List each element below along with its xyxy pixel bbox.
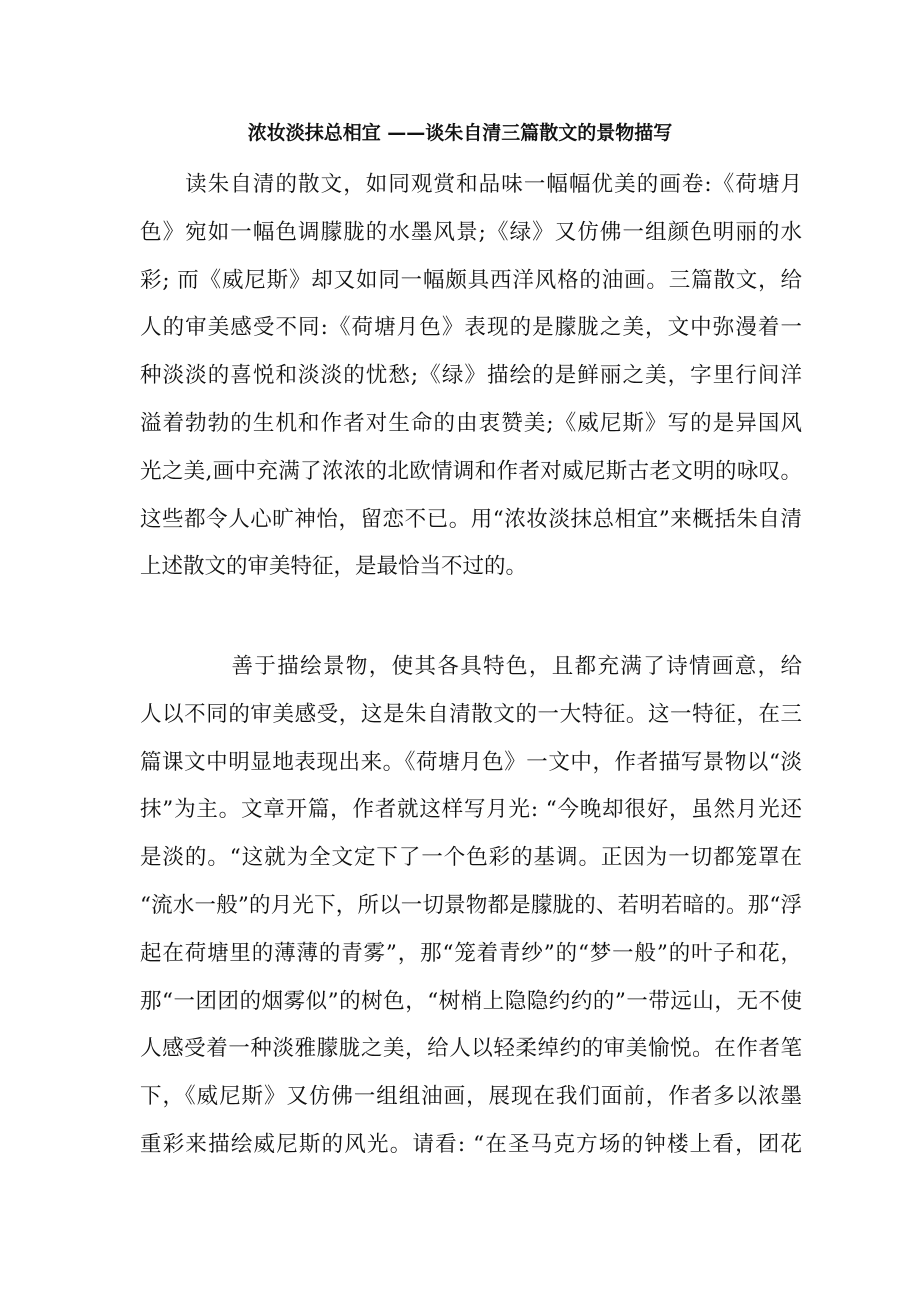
indent <box>140 654 232 679</box>
line-text: 读朱自清的散文，如同观赏和品味一幅幅优美的画卷:《荷塘月 <box>185 172 802 197</box>
paragraph-line: 重彩来描绘威尼斯的风光。请看: “在圣马克方场的钟楼上看，团花 <box>140 1131 802 1157</box>
paragraph-2 <box>140 652 802 1178</box>
paragraph-line: 溢着勃勃的生机和作者对生命的由衷赞美;《威尼斯》写的是异国风 <box>140 410 802 436</box>
indent <box>140 172 185 197</box>
paragraph-line: 人以不同的审美感受，这是朱自清散文的一大特征。这一特征，在三 <box>140 701 802 727</box>
paragraph-line: 彩; 而《威尼斯》却又如同一幅颇具西洋风格的油画。三篇散文，给 <box>140 267 802 293</box>
paragraph-line: 人感受着一种淡雅朦胧之美，给人以轻柔绰约的审美愉悦。在作者笔 <box>140 1036 802 1062</box>
line-text: 善于描绘景物，使其各具特色，且都充满了诗情画意，给 <box>231 654 802 679</box>
paragraph-line: 上述散文的审美特征，是最恰当不过的。 <box>140 554 528 580</box>
paragraph-line: 光之美,画中充满了浓浓的北欧情调和作者对威尼斯古老文明的咏叹。 <box>140 458 802 484</box>
paragraph-line: 人的审美感受不同:《荷塘月色》表现的是朦胧之美，文中弥漫着一 <box>140 315 802 341</box>
paragraph-line <box>140 170 802 218</box>
paragraph-line: 种淡淡的喜悦和淡淡的忧愁;《绿》描绘的是鲜丽之美，字里行间洋 <box>140 363 802 389</box>
paragraph-line: 下，《威尼斯》又仿佛一组组油画，展现在我们面前，作者多以浓墨 <box>140 1084 802 1110</box>
paragraph-line: 那“一团团的烟雾似”的树色，“树梢上隐隐约约的”一带远山，无不使 <box>140 988 802 1014</box>
paragraph-line: “流水一般”的月光下，所以一切景物都是朦胧的、若明若暗的。那“浮 <box>140 892 802 918</box>
paragraph-1 <box>140 170 802 600</box>
paragraph-line: 抹”为主。文章开篇，作者就这样写月光: “今晚却很好，虽然月光还 <box>140 797 802 823</box>
paragraph-line: 色》宛如一幅色调朦胧的水墨风景;《绿》又仿佛一组颜色明丽的水 <box>140 219 802 245</box>
paragraph-line <box>140 652 802 700</box>
paragraph-line: 篇课文中明显地表现出来。《荷塘月色》一文中，作者描写景物以“淡 <box>140 749 802 775</box>
document-title: 浓妆淡抹总相宜 ——谈朱自清三篇散文的景物描写 <box>247 122 673 144</box>
paragraph-line: 是淡的。“这就为全文定下了一个色彩的基调。正因为一切都笼罩在 <box>140 845 802 871</box>
paragraph-line: 这些都令人心旷神怡，留恋不已。用“浓妆淡抹总相宜”来概括朱自清 <box>140 506 802 532</box>
paragraph-line: 起在荷塘里的薄薄的青雾”，那“笼着青纱”的“梦一般”的叶子和花， <box>140 940 802 966</box>
